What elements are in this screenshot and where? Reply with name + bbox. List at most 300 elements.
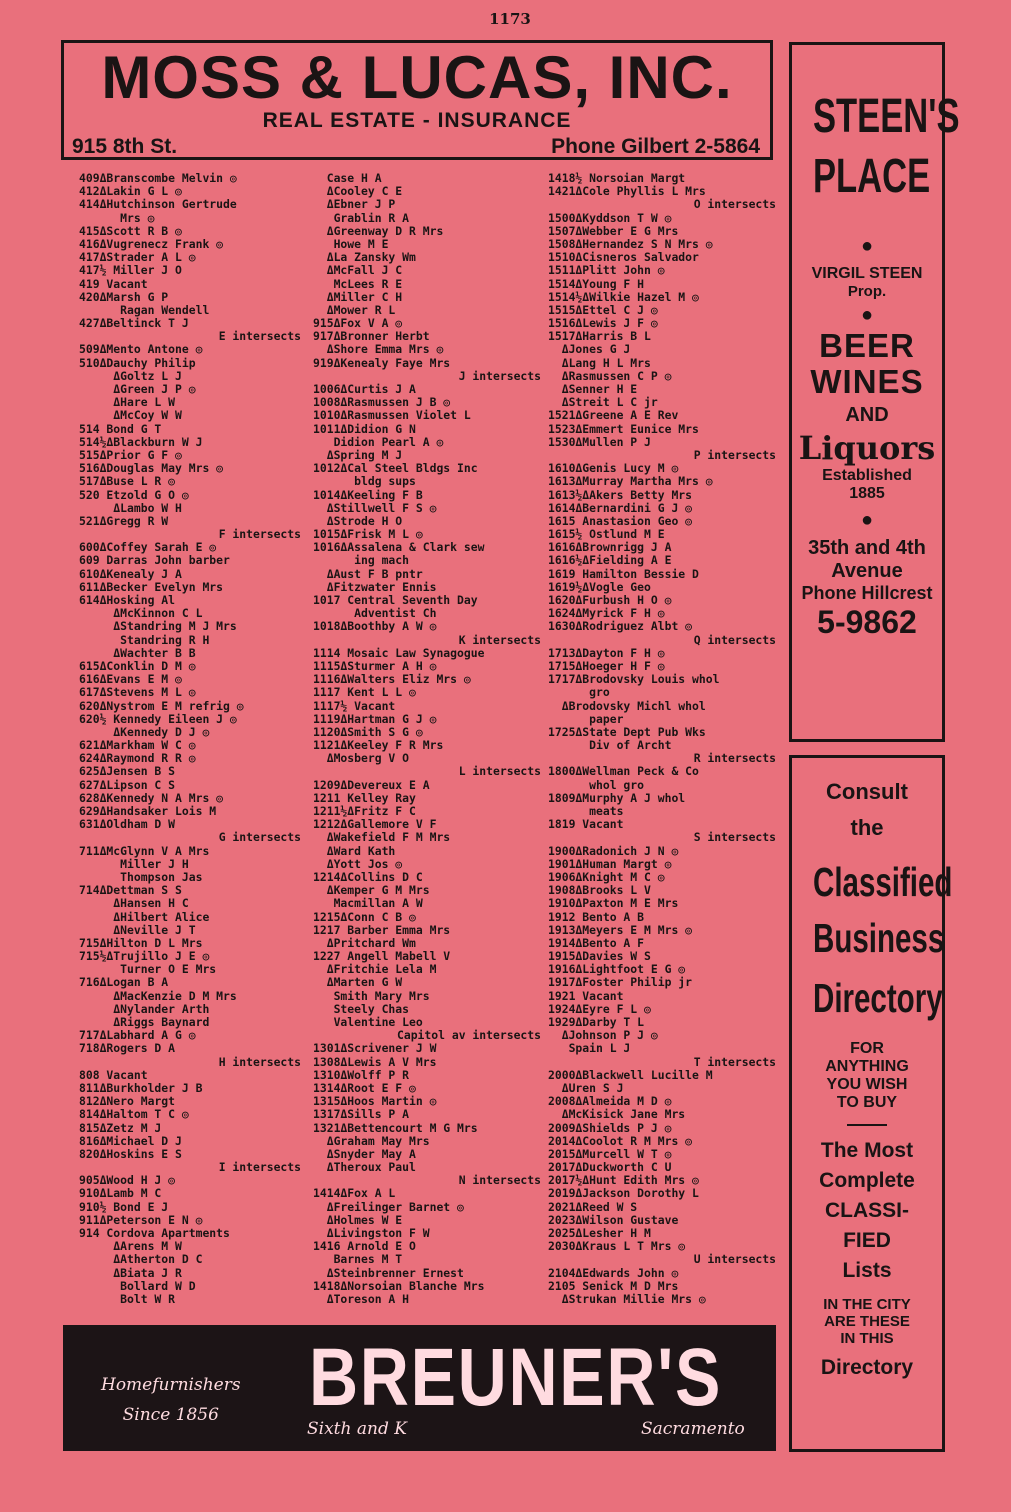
directory-entry: 520 Etzold G O ◎: [79, 487, 189, 502]
directory-entry: 1516ΔLewis J F ◎: [548, 316, 658, 331]
directory-entry: 1310ΔWolff P R: [313, 1067, 410, 1082]
directory-entry: 1906ΔKnight M C ◎: [548, 869, 665, 884]
directory-entry: 1308ΔLewis A V Mrs: [313, 1054, 437, 1069]
directory-entry: Mrs ◎: [79, 210, 155, 225]
directory-entry: Grablin R A: [313, 210, 410, 225]
directory-entry: 1507ΔWebber E G Mrs: [548, 223, 679, 238]
directory-entry: paper: [548, 711, 624, 726]
directory-entry: 1116ΔWalters Eliz Mrs ◎: [313, 672, 471, 687]
directory-entry: Adventist Ch: [313, 606, 437, 621]
directory-entry: 1614ΔBernardini G J ◎: [548, 500, 693, 515]
directory-entry: 616ΔEvans E M ◎: [79, 672, 182, 687]
street-intersection-heading: I intersects: [218, 1160, 301, 1175]
directory-entry: ΔCooley C E: [313, 184, 403, 199]
directory-entry: 625ΔJensen B S: [79, 764, 176, 779]
directory-entry: ΔMower R L: [313, 302, 396, 317]
directory-entry: 1015ΔFrisk M L ◎: [313, 527, 423, 542]
directory-entry: ΔAtherton D C: [79, 1252, 203, 1267]
directory-entry: 1416 Arnold E O: [313, 1239, 416, 1254]
directory-entry: 1321ΔBettencourt M G Mrs: [313, 1120, 478, 1135]
directory-entry: 1121ΔKeeley F R Mrs: [313, 738, 444, 753]
directory-entry: ΔSpring M J: [313, 447, 403, 462]
directory-entry: ΔRiggs Baynard: [79, 1015, 210, 1029]
directory-entry: 1008ΔRasmussen J B ◎: [313, 395, 451, 410]
directory-entry: 919ΔKenealy Faye Mrs: [313, 355, 451, 370]
directory-entry: 1215ΔConn C B ◎: [313, 909, 416, 924]
directory-entry: ΔJohnson P J ◎: [548, 1028, 658, 1043]
directory-entry: 2104ΔEdwards John ◎: [548, 1265, 679, 1280]
directory-entry: ΔHansen H C: [79, 896, 189, 911]
ad-year: 1885: [849, 485, 885, 502]
directory-entry: 910½ Bond E J: [79, 1199, 169, 1214]
directory-entry: 1624ΔMyrick F H ◎: [548, 606, 665, 621]
directory-entry: 2017½ΔHunt Edith Mrs ◎: [548, 1173, 699, 1188]
directory-entry: 1515ΔEttel C J ◎: [548, 302, 658, 317]
bullet-icon: ●: [860, 235, 874, 257]
ad-company-name: MOSS & LUCAS, INC.: [101, 44, 733, 111]
directory-entry: 1517ΔHarris B L: [548, 329, 651, 344]
directory-entry: bldg sups: [313, 474, 416, 489]
ad-lists: Lists: [842, 1259, 892, 1282]
directory-entry: 905ΔWood H J ◎: [79, 1173, 176, 1188]
directory-entry: ΔUren S J: [548, 1080, 624, 1095]
directory-entry: Steely Chas: [313, 1001, 410, 1016]
directory-entry: ΔBiata J R: [79, 1265, 182, 1280]
directory-entry: ΔJones G J: [548, 342, 631, 357]
classified-directory-ad: [789, 755, 953, 1452]
directory-entry: ΔKemper G M Mrs: [313, 883, 430, 898]
directory-entry: 1511ΔPlitt John ◎: [548, 263, 665, 278]
ad-the: the: [850, 815, 884, 840]
directory-entry: ΔHolmes W E: [313, 1212, 403, 1227]
directory-entry: 1717ΔBrodovsky Louis whol: [548, 672, 720, 687]
directory-entry: 417ΔStrader A L ◎: [79, 250, 196, 265]
directory-entry: 1913ΔMeyers E M Mrs ◎: [548, 922, 693, 937]
ad-homefurnishers: Homefurnishers: [101, 1375, 241, 1395]
street-intersection-heading: E intersects: [218, 329, 301, 344]
directory-entry: ΔFritchie Lela M: [313, 962, 437, 977]
ad-since: Since 1856: [122, 1405, 219, 1425]
directory-entry: Standring R H: [79, 632, 210, 647]
bullet-icon: ●: [860, 304, 874, 326]
directory-entry: 627ΔLipson C S: [79, 777, 176, 792]
street-intersection-heading: G intersects: [218, 830, 301, 845]
directory-entry: 1119ΔHartman G J ◎: [313, 711, 437, 726]
ad-subtitle: REAL ESTATE - INSURANCE: [262, 109, 572, 132]
directory-entry: 1715ΔHoeger H F ◎: [548, 658, 665, 673]
ad-phone: Phone Gilbert 2-5864: [551, 135, 760, 158]
directory-entry: 1921 Vacant: [548, 988, 624, 1003]
ad-fied: FIED: [843, 1229, 891, 1252]
ad-complete: Complete: [819, 1169, 915, 1192]
directory-entry: ΔPritchard Wm: [313, 935, 416, 950]
directory-entry: 808 Vacant: [79, 1067, 148, 1082]
directory-entry: 914 Cordova Apartments: [79, 1226, 230, 1240]
directory-entry: 2025ΔLesher H M: [548, 1226, 651, 1240]
directory-entry: 1914ΔBento A F: [548, 935, 645, 950]
directory-entry: 1508ΔHernandez S N Mrs ◎: [548, 236, 713, 251]
ad-phone-label: Phone Hillcrest: [801, 583, 933, 603]
directory-entry: 1912 Bento A B: [548, 909, 645, 924]
divider: [847, 1124, 887, 1126]
directory-entry: 1619½ΔVogle Geo: [548, 579, 651, 594]
directory-entry: 614ΔHosking Al: [79, 593, 176, 607]
directory-entry: 1217 Barber Emma Mrs: [313, 922, 451, 937]
directory-entry: 1214ΔCollins D C: [313, 869, 423, 884]
directory-entry: 514½ΔBlackburn W J: [79, 434, 203, 449]
directory-entry: 516ΔDouglas May Mrs ◎: [79, 461, 224, 476]
directory-entry: 620½ Kennedy Eileen J ◎: [79, 711, 237, 726]
street-intersection-heading: P intersects: [693, 447, 776, 462]
directory-entry: ΔMiller C H: [313, 289, 403, 304]
directory-entry: 628ΔKennedy N A Mrs ◎: [79, 790, 224, 805]
street-intersection-heading: F intersects: [218, 527, 301, 542]
directory-entry: 1514ΔYoung F H: [548, 276, 645, 291]
directory-entry: 1114 Mosaic Law Synagogue: [313, 645, 485, 660]
directory-entry: ΔMosberg V O: [313, 751, 410, 766]
directory-entry: 1713ΔDayton F H ◎: [548, 645, 665, 660]
directory-entry: ΔMcFall J C: [313, 263, 403, 278]
directory-entry: 915ΔFox V A ◎: [313, 316, 403, 331]
ad-address-2: Avenue: [831, 560, 903, 582]
directory-entry: 820ΔHoskins E S: [79, 1146, 182, 1161]
directory-entry: ΔMacKenzie D M Mrs: [79, 988, 237, 1003]
directory-entry: 1901ΔHuman Margt ◎: [548, 856, 672, 871]
directory-entry: 624ΔRaymond R R ◎: [79, 751, 196, 766]
directory-entry: 1929ΔDarby T L: [548, 1015, 645, 1029]
directory-entry: ΔArens M W: [79, 1239, 182, 1254]
ad-the-most: The Most: [820, 1139, 914, 1162]
directory-entry: 1211½ΔFritz F C: [313, 804, 416, 818]
directory-entry: Didion Pearl A ◎: [313, 434, 444, 449]
directory-entry: ΔMcCoy W W: [79, 408, 182, 423]
ad-in-the-city: IN THE CITY: [823, 1296, 911, 1313]
directory-entry: 1010ΔRasmussen Violet L: [313, 408, 471, 423]
directory-entry: 1809ΔMurphy A J whol: [548, 790, 686, 805]
ad-place: PLACE: [813, 150, 931, 203]
directory-entry: ΔNeville J T: [79, 922, 196, 937]
directory-entry: 1006ΔCurtis J A: [313, 382, 416, 396]
directory-entry: 1315ΔHoos Martin ◎: [313, 1094, 437, 1109]
ad-in-this: IN THIS: [840, 1330, 894, 1347]
street-intersection-heading: K intersects: [458, 632, 541, 647]
directory-entry: ΔEbner J P: [313, 197, 396, 212]
directory-entry: 419 Vacant: [79, 276, 148, 291]
directory-entry: 1725ΔState Dept Pub Wks: [548, 724, 706, 739]
directory-entry: ΔStrode H O: [313, 513, 403, 528]
directory-column-3: [548, 172, 776, 1306]
directory-entry: 1916ΔLightfoot E G ◎: [548, 962, 686, 977]
directory-entry: McLees R E: [313, 276, 403, 291]
directory-entry: 621ΔMarkham W C ◎: [79, 738, 196, 753]
directory-entry: Barnes M T: [313, 1252, 403, 1267]
street-intersection-heading: U intersects: [693, 1252, 776, 1267]
directory-entry: 631ΔOldham D W: [79, 817, 176, 832]
directory-entry: 412ΔLakin G L ◎: [79, 184, 182, 199]
directory-entry: Turner O E Mrs: [79, 962, 217, 977]
directory-entry: 911ΔPeterson E N ◎: [79, 1212, 203, 1227]
street-intersection-heading: Capitol av intersects: [396, 1028, 541, 1043]
ad-to-buy: TO BUY: [836, 1094, 898, 1111]
ad-wines: WINES: [810, 363, 924, 400]
directory-entry: Spain L J: [548, 1041, 631, 1056]
directory-entry: ΔGraham May Mrs: [313, 1133, 430, 1148]
directory-entry: ΔStrukan Millie Mrs ◎: [548, 1291, 706, 1306]
street-intersection-heading: H intersects: [218, 1054, 301, 1069]
directory-entry: Howe M E: [313, 236, 389, 251]
directory-entry: ΔGoltz L J: [79, 368, 182, 383]
ad-are-these: ARE THESE: [824, 1313, 910, 1330]
ad-owner-title: Prop.: [847, 283, 887, 300]
directory-entry: 1314ΔRoot E F ◎: [313, 1080, 416, 1095]
directory-entry: 1510ΔCisneros Salvador: [548, 250, 699, 265]
directory-entry: 1211 Kelley Ray: [313, 790, 416, 805]
directory-entry: 1421ΔCole Phyllis L Mrs: [548, 184, 706, 199]
directory-entry: 715½ΔTrujillo J E ◎: [79, 949, 210, 964]
directory-entry: 1018ΔBoothby A W ◎: [313, 619, 437, 634]
directory-entry: ΔHare L W: [79, 395, 176, 410]
directory-entry: ΔLang H L Mrs: [548, 355, 651, 370]
directory-entry: 2014ΔCoolot R M Mrs ◎: [548, 1133, 693, 1148]
street-intersection-heading: S intersects: [693, 830, 776, 845]
directory-entry: 1227 Angell Mabell V: [313, 949, 451, 964]
directory-entry: ing mach: [313, 553, 410, 568]
directory-entry: 416ΔVugrenecz Frank ◎: [79, 236, 224, 251]
directory-entry: ΔBrodovsky Michl whol: [548, 698, 706, 713]
directory-entry: 521ΔGregg R W: [79, 513, 169, 528]
directory-entry: 2023ΔWilson Gustave: [548, 1212, 679, 1227]
directory-entry: 1924ΔEyre F L ◎: [548, 1001, 651, 1016]
directory-entry: 812ΔNero Margt: [79, 1094, 176, 1109]
ad-established: Established: [822, 467, 912, 484]
street-intersection-heading: O intersects: [693, 197, 776, 212]
directory-entry: ΔSteinbrenner Ernest: [313, 1265, 464, 1280]
directory-entry: ΔNylander Arth: [79, 1001, 210, 1016]
directory-entry: ΔToreson A H: [313, 1291, 410, 1306]
directory-entry: Miller J H: [79, 856, 189, 871]
directory-entry: 611ΔBecker Evelyn Mrs: [79, 579, 224, 594]
directory-entry: 1521ΔGreene A E Rev: [548, 408, 679, 423]
directory-entry: 2017ΔDuckworth C U: [548, 1160, 672, 1175]
ad-phone-number: 5-9862: [817, 604, 917, 640]
ad-classi: CLASSI-: [825, 1199, 909, 1222]
directory-entry: 1613½ΔAkers Betty Mrs: [548, 487, 693, 502]
directory-entry: ΔTheroux Paul: [313, 1160, 416, 1175]
breuners-ad: [63, 1325, 776, 1451]
directory-entry: 816ΔMichael D J: [79, 1133, 182, 1148]
directory-entry: 1915ΔDavies W S: [548, 949, 651, 964]
directory-entry: ΔWakefield F M Mrs: [313, 830, 451, 845]
directory-entry: 1016ΔAssalena & Clark sew: [313, 540, 485, 555]
directory-entry: ΔYott Jos ◎: [313, 856, 403, 871]
ad-and: AND: [845, 404, 889, 426]
directory-entry: 717ΔLabhard A G ◎: [79, 1028, 196, 1043]
directory-entry: ΔLivingston F W: [313, 1226, 430, 1240]
directory-entry: Ragan Wendell: [79, 302, 210, 317]
directory-entry: 517ΔBuse L R ◎: [79, 474, 176, 489]
street-intersection-heading: L intersects: [458, 764, 541, 779]
directory-entry: gro: [548, 685, 610, 700]
directory-entry: 409ΔBranscombe Melvin ◎: [79, 171, 237, 185]
directory-entry: Div of Archt: [548, 738, 672, 753]
directory-entry: 715ΔHilton D L Mrs: [79, 935, 203, 950]
directory-entry: 2009ΔShields P J ◎: [548, 1120, 672, 1135]
directory-entry: 1418½ Norsoian Margt: [548, 171, 686, 185]
directory-entry: 1301ΔScrivener J W: [313, 1041, 437, 1056]
directory-entry: 2019ΔJackson Dorothy L: [548, 1186, 699, 1201]
directory-entry: 1017 Central Seventh Day: [313, 593, 478, 607]
directory-column-2: [313, 172, 541, 1306]
ad-directory-2: Directory: [820, 1356, 914, 1379]
directory-entry: ΔMcKisick Jane Mrs: [548, 1107, 686, 1122]
directory-entry: 1900ΔRadonich J N ◎: [548, 843, 679, 858]
directory-entry: 2015ΔMurcell W T ◎: [548, 1146, 672, 1161]
directory-entry: 1819 Vacant: [548, 817, 624, 832]
directory-entry: 510ΔDauchy Philip: [79, 355, 196, 370]
directory-entry: 718ΔRogers D A: [79, 1041, 176, 1056]
directory-entry: ΔGreenway D R Mrs: [313, 223, 444, 238]
directory-entry: 2021ΔReed W S: [548, 1199, 638, 1214]
directory-entry: Thompson Jas: [79, 869, 203, 884]
ad-address: 915 8th St.: [72, 135, 178, 158]
directory-entry: 1615 Anastasion Geo ◎: [548, 513, 693, 528]
directory-entry: 1011ΔDidion G N: [313, 421, 416, 436]
directory-entry: 1014ΔKeeling F B: [313, 487, 423, 502]
directory-entry: 420ΔMarsh G P: [79, 289, 169, 304]
directory-entry: 1630ΔRodriguez Albt ◎: [548, 619, 693, 634]
directory-entry: 1414ΔFox A L: [313, 1186, 396, 1201]
page-number: 1173: [489, 10, 531, 28]
directory-entry: 1117½ Vacant: [313, 698, 396, 713]
ad-breuners: BREUNER'S: [309, 1332, 723, 1423]
directory-entry: 1012ΔCal Steel Bldgs Inc: [313, 461, 478, 476]
directory-entry: meats: [548, 804, 624, 818]
directory-entry: 1317ΔSills P A: [313, 1107, 410, 1122]
directory-entry: ΔSenner H E: [548, 382, 638, 396]
directory-entry: 1615½ Ostlund M E: [548, 527, 665, 542]
directory-entry: 716ΔLogan B A: [79, 975, 169, 990]
directory-entry: 1117 Kent L L ◎: [313, 685, 416, 700]
ad-city: Sacramento: [641, 1419, 745, 1439]
directory-entry: ΔLa Zansky Wm: [313, 250, 416, 265]
directory-entry: 609 Darras John barber: [79, 553, 230, 568]
directory-entry: Case H A: [313, 171, 382, 185]
directory-entry: 1620ΔFurbush H O ◎: [548, 593, 672, 607]
directory-entry: 711ΔMcGlynn V A Mrs: [79, 843, 210, 858]
moss-lucas-ad: [61, 40, 773, 160]
directory-entry: 1514½ΔWilkie Hazel M ◎: [548, 289, 699, 304]
directory-entry: Smith Mary Mrs: [313, 988, 430, 1003]
directory-entry: 2030ΔKraus L T Mrs ◎: [548, 1239, 686, 1254]
directory-entry: ΔWard Kath: [313, 843, 396, 858]
street-intersection-heading: Q intersects: [693, 632, 776, 647]
directory-entry: 415ΔScott R B ◎: [79, 223, 182, 238]
directory-entry: whol gro: [548, 777, 645, 792]
directory-entry: 514 Bond G T: [79, 421, 162, 436]
directory-entry: 414ΔHutchinson Gertrude: [79, 197, 237, 212]
directory-entry: 615ΔConklin D M ◎: [79, 658, 196, 673]
directory-entry: 1530ΔMullen P J: [548, 434, 651, 449]
ad-business: Business: [813, 915, 945, 961]
street-intersection-heading: T intersects: [693, 1054, 776, 1069]
directory-entry: ΔFreilinger Barnet ◎: [313, 1199, 464, 1214]
directory-entry: ΔRasmussen C P ◎: [548, 368, 672, 383]
directory-entry: ΔShore Emma Mrs ◎: [313, 342, 444, 357]
directory-entry: 515ΔPrior G F ◎: [79, 447, 182, 462]
directory-entry: 1917ΔFoster Philip jr: [548, 975, 693, 990]
directory-entry: 617ΔStevens M L ◎: [79, 685, 196, 700]
directory-entry: 815ΔZetz M J: [79, 1120, 162, 1135]
street-intersection-heading: J intersects: [458, 368, 541, 383]
directory-entry: 610ΔKenealy J A: [79, 566, 182, 581]
directory-entry: ΔKennedy D J ◎: [79, 724, 210, 739]
directory-entry: Macmillan A W: [313, 896, 423, 911]
directory-entry: 620ΔNystrom E M refrig ◎: [79, 698, 244, 713]
directory-entry: 1212ΔGallemore V F: [313, 817, 437, 832]
directory-entry: 1610ΔGenis Lucy M ◎: [548, 461, 679, 476]
ad-liquors: Liquors: [798, 429, 936, 467]
ad-for: FOR: [850, 1040, 884, 1057]
directory-entry: 917ΔBronner Herbt: [313, 329, 430, 344]
directory-entry: ΔMcKinnon C L: [79, 606, 203, 621]
directory-entry: 1616ΔBrownrigg J A: [548, 540, 672, 555]
bullet-icon: ●: [860, 509, 874, 531]
directory-entry: 1613ΔMurray Martha Mrs ◎: [548, 474, 713, 489]
directory-column-1: [79, 172, 301, 1306]
directory-entry: 629ΔHandsaker Lois M: [79, 804, 217, 818]
ad-owner: VIRGIL STEEN: [811, 265, 923, 282]
street-intersection-heading: N intersects: [458, 1173, 541, 1188]
ad-consult: Consult: [826, 779, 908, 804]
directory-entry: Bollard W D: [79, 1278, 196, 1293]
directory-entry: 2000ΔBlackwell Lucille M: [548, 1067, 713, 1082]
ad-anything: ANYTHING: [825, 1058, 909, 1075]
directory-entry: 1523ΔEmmert Eunice Mrs: [548, 421, 699, 436]
directory-entry: 2008ΔAlmeida M D ◎: [548, 1094, 672, 1109]
directory-entry: 509ΔMento Antone ◎: [79, 342, 203, 357]
directory-entry: 1500ΔKyddson T W ◎: [548, 210, 672, 225]
directory-entry: Valentine Leo: [313, 1015, 423, 1029]
directory-entry: 1418ΔNorsoian Blanche Mrs: [313, 1278, 485, 1293]
directory-entry: 1908ΔBrooks L V: [548, 883, 651, 898]
directory-entry: 1910ΔPaxton M E Mrs: [548, 896, 679, 911]
directory-entry: 814ΔHaltom T C ◎: [79, 1107, 189, 1122]
directory-entry: ΔSnyder May A: [313, 1146, 416, 1161]
directory-entry: ΔAust F B pntr: [313, 566, 423, 581]
ad-tagline: [101, 1370, 241, 1430]
directory-entry: 910ΔLamb M C: [79, 1186, 162, 1201]
ad-address-1: 35th and 4th: [808, 537, 926, 559]
directory-entry: ΔStandring M J Mrs: [79, 619, 237, 634]
ad-beer: BEER: [819, 327, 915, 364]
steens-place-ad: [789, 42, 960, 742]
directory-entry: 1800ΔWellman Peck & Co: [548, 764, 699, 779]
directory-entry: 1120ΔSmith S G ◎: [313, 724, 423, 739]
ad-steens: STEEN'S: [813, 90, 960, 143]
directory-entry: Bolt W R: [79, 1291, 176, 1306]
directory-entry: ΔLambo W H: [79, 500, 182, 515]
directory-entry: ΔStreit L C jr: [548, 395, 658, 410]
directory-entry: 417½ Miller J O: [79, 263, 182, 278]
directory-entry: 600ΔCoffey Sarah E ◎: [79, 540, 217, 555]
ad-you-wish: YOU WISH: [826, 1076, 908, 1093]
directory-entry: ΔStillwell F S ◎: [313, 500, 437, 515]
directory-entry: 2105 Senick M D Mrs: [548, 1278, 679, 1293]
directory-entry: ΔFitzwater Ennis: [313, 579, 437, 594]
ad-store-address: Sixth and K: [307, 1419, 407, 1439]
ad-directory: Directory: [813, 975, 943, 1021]
directory-entry: 1619 Hamilton Bessie D: [548, 566, 699, 581]
